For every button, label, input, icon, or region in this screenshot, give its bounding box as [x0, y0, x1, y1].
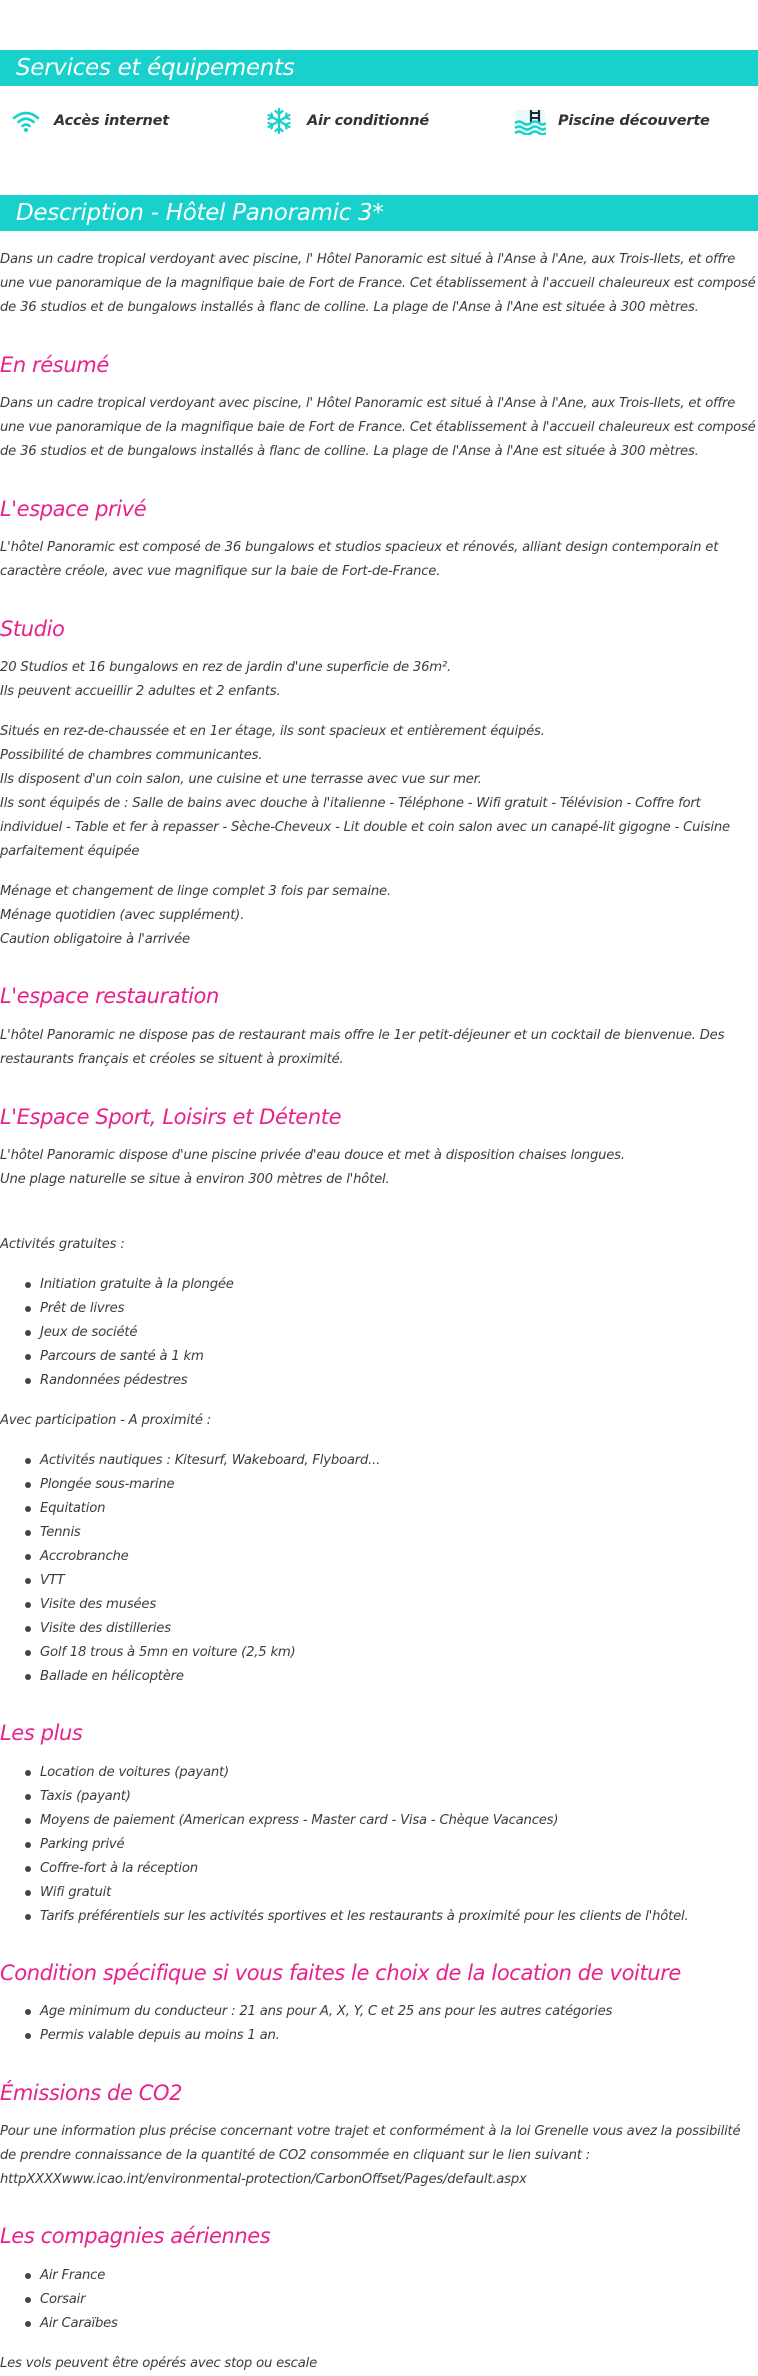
- prive-heading: L'espace privé: [0, 497, 147, 521]
- service-label: Piscine découverte: [558, 113, 710, 129]
- list-item: Taxis (payant): [0, 1785, 688, 1809]
- list-item: Equitation: [0, 1497, 380, 1521]
- list-item: Location de voitures (payant): [0, 1761, 688, 1785]
- list-item: Randonnées pédestres: [0, 1369, 234, 1393]
- services-row: [0, 107, 758, 135]
- list-item: Corsair: [0, 2288, 118, 2312]
- studio-line: Ils peuvent accueillir 2 adultes et 2 enfants.: [0, 684, 281, 699]
- paid-activities-label: Avec participation - A proximité :: [0, 1413, 212, 1428]
- airlines-list: [0, 2264, 118, 2336]
- sport-line: Une plage naturelle se situe à environ 300 mètres de l'hôtel.: [0, 1172, 390, 1187]
- list-item: Plongée sous-marine: [0, 1473, 380, 1497]
- list-item: Parking privé: [0, 1833, 688, 1857]
- list-item: Prêt de livres: [0, 1297, 234, 1321]
- service-internet: [10, 107, 169, 135]
- list-item: Golf 18 trous à 5mn en voiture (2,5 km): [0, 1641, 380, 1665]
- list-item: Tennis: [0, 1521, 380, 1545]
- list-item: Permis valable depuis au moins 1 an.: [0, 2024, 612, 2048]
- list-item: Visite des distilleries: [0, 1617, 380, 1641]
- list-item: Accrobranche: [0, 1545, 380, 1569]
- studio-line: Caution obligatoire à l'arrivée: [0, 932, 190, 947]
- list-item: Air France: [0, 2264, 118, 2288]
- list-item: Tarifs préférentiels sur les activités sportives et les restaurants à proximité pour les clients de l'hôtel.: [0, 1905, 688, 1929]
- studio-line: Ménage quotidien (avec supplément).: [0, 908, 245, 923]
- snowflake-icon: [263, 107, 295, 135]
- airlines-note: Les vols peuvent être opérés avec stop ou escale: [0, 2356, 317, 2371]
- co2-text: Pour une information plus précise concernant votre trajet et conformément à la loi Grenelle vous avez la possibilité de prendre connaissance de la quantité de CO2 consommée en cliquant sur le lien suivant :: [0, 2124, 741, 2163]
- description-header: Description - Hôtel Panoramic 3*: [0, 195, 758, 231]
- list-item: Activités nautiques : Kitesurf, Wakeboard, Flyboard...: [0, 1449, 380, 1473]
- sport-heading: L'Espace Sport, Loisirs et Détente: [0, 1105, 342, 1129]
- service-label: Air conditionné: [307, 113, 429, 129]
- description-text: Dans un cadre tropical verdoyant avec piscine, l' Hôtel Panoramic est situé à l'Anse à l'Ane, aux Trois-Ilets, et offre une vue panoramique de la magnifique baie de Fort de France. Cet établissement à l'accueil chaleureux est composé de 36 studios et de bungalows installés à flanc de colline. La plage de l'Anse à l'Ane est située à 300 mètres.: [0, 252, 756, 315]
- pool-icon: [514, 107, 546, 135]
- resume-text: Dans un cadre tropical verdoyant avec piscine, l' Hôtel Panoramic est situé à l'Anse à l'Ane, aux Trois-Ilets, et offre une vue panoramique de la magnifique baie de Fort de France. Cet établissement à l'accueil chaleureux est composé de 36 studios et de bungalows installés à flanc de colline. La plage de l'Anse à l'Ane est située à 300 mètres.: [0, 396, 756, 459]
- studio-line: Ils disposent d'un coin salon, une cuisine et une terrasse avec vue sur mer.: [0, 772, 482, 787]
- plus-heading: Les plus: [0, 1721, 83, 1745]
- restauration-text: L'hôtel Panoramic ne dispose pas de restaurant mais offre le 1er petit-déjeuner et un cocktail de bienvenue. Des restaurants français et créoles se situent à proximité.: [0, 1028, 725, 1067]
- list-item: Wifi gratuit: [0, 1881, 688, 1905]
- airlines-heading: Les compagnies aériennes: [0, 2224, 271, 2248]
- paid-activities-list: [0, 1449, 380, 1689]
- list-item: Parcours de santé à 1 km: [0, 1345, 234, 1369]
- condition-list: [0, 2000, 612, 2048]
- co2-link[interactable]: httpXXXXwww.icao.int/environmental-protection/CarbonOffset/Pages/default.aspx: [0, 2172, 527, 2187]
- list-item: VTT: [0, 1569, 380, 1593]
- service-pool: [514, 107, 710, 135]
- list-item: Moyens de paiement (American express - Master card - Visa - Chèque Vacances): [0, 1809, 688, 1833]
- studio-heading: Studio: [0, 617, 65, 641]
- list-item: Visite des musées: [0, 1593, 380, 1617]
- plus-list: [0, 1761, 688, 1929]
- services-header: Services et équipements: [0, 50, 758, 86]
- wifi-icon: [10, 107, 42, 135]
- list-item: Jeux de société: [0, 1321, 234, 1345]
- list-item: Age minimum du conducteur : 21 ans pour A, X, Y, C et 25 ans pour les autres catégories: [0, 2000, 612, 2024]
- free-activities-list: [0, 1273, 234, 1393]
- prive-text: L'hôtel Panoramic est composé de 36 bungalows et studios spacieux et rénovés, alliant design contemporain et caractère créole, avec vue magnifique sur la baie de Fort-de-France.: [0, 540, 719, 579]
- free-activities-label: Activités gratuites :: [0, 1237, 125, 1252]
- service-aircon: [263, 107, 429, 135]
- sport-line: L'hôtel Panoramic dispose d'une piscine privée d'eau douce et met à disposition chaises longues.: [0, 1148, 625, 1163]
- studio-line: Situés en rez-de-chaussée et en 1er étage, ils sont spacieux et entièrement équipés.: [0, 724, 545, 739]
- condition-heading: Condition spécifique si vous faites le choix de la location de voiture: [0, 1961, 681, 1985]
- list-item: Initiation gratuite à la plongée: [0, 1273, 234, 1297]
- restauration-heading: L'espace restauration: [0, 984, 219, 1008]
- co2-heading: Émissions de CO2: [0, 2081, 183, 2105]
- studio-line: Ménage et changement de linge complet 3 fois par semaine.: [0, 884, 391, 899]
- studio-line: Possibilité de chambres communicantes.: [0, 748, 263, 763]
- studio-line: 20 Studios et 16 bungalows en rez de jardin d'une superficie de 36m².: [0, 660, 452, 675]
- list-item: Ballade en hélicoptère: [0, 1665, 380, 1689]
- list-item: Coffre-fort à la réception: [0, 1857, 688, 1881]
- service-label: Accès internet: [54, 113, 169, 129]
- resume-heading: En résumé: [0, 353, 109, 377]
- studio-equipment: Ils sont équipés de : Salle de bains avec douche à l'italienne - Téléphone - Wifi gratuit - Télévision - Coffre fort individuel - Table et fer à repasser - Sèche-Cheveux - Lit double et coin salon avec un canapé-lit gigogne - Cuisine parfaitement équipée: [0, 796, 730, 859]
- list-item: Air Caraïbes: [0, 2312, 118, 2336]
